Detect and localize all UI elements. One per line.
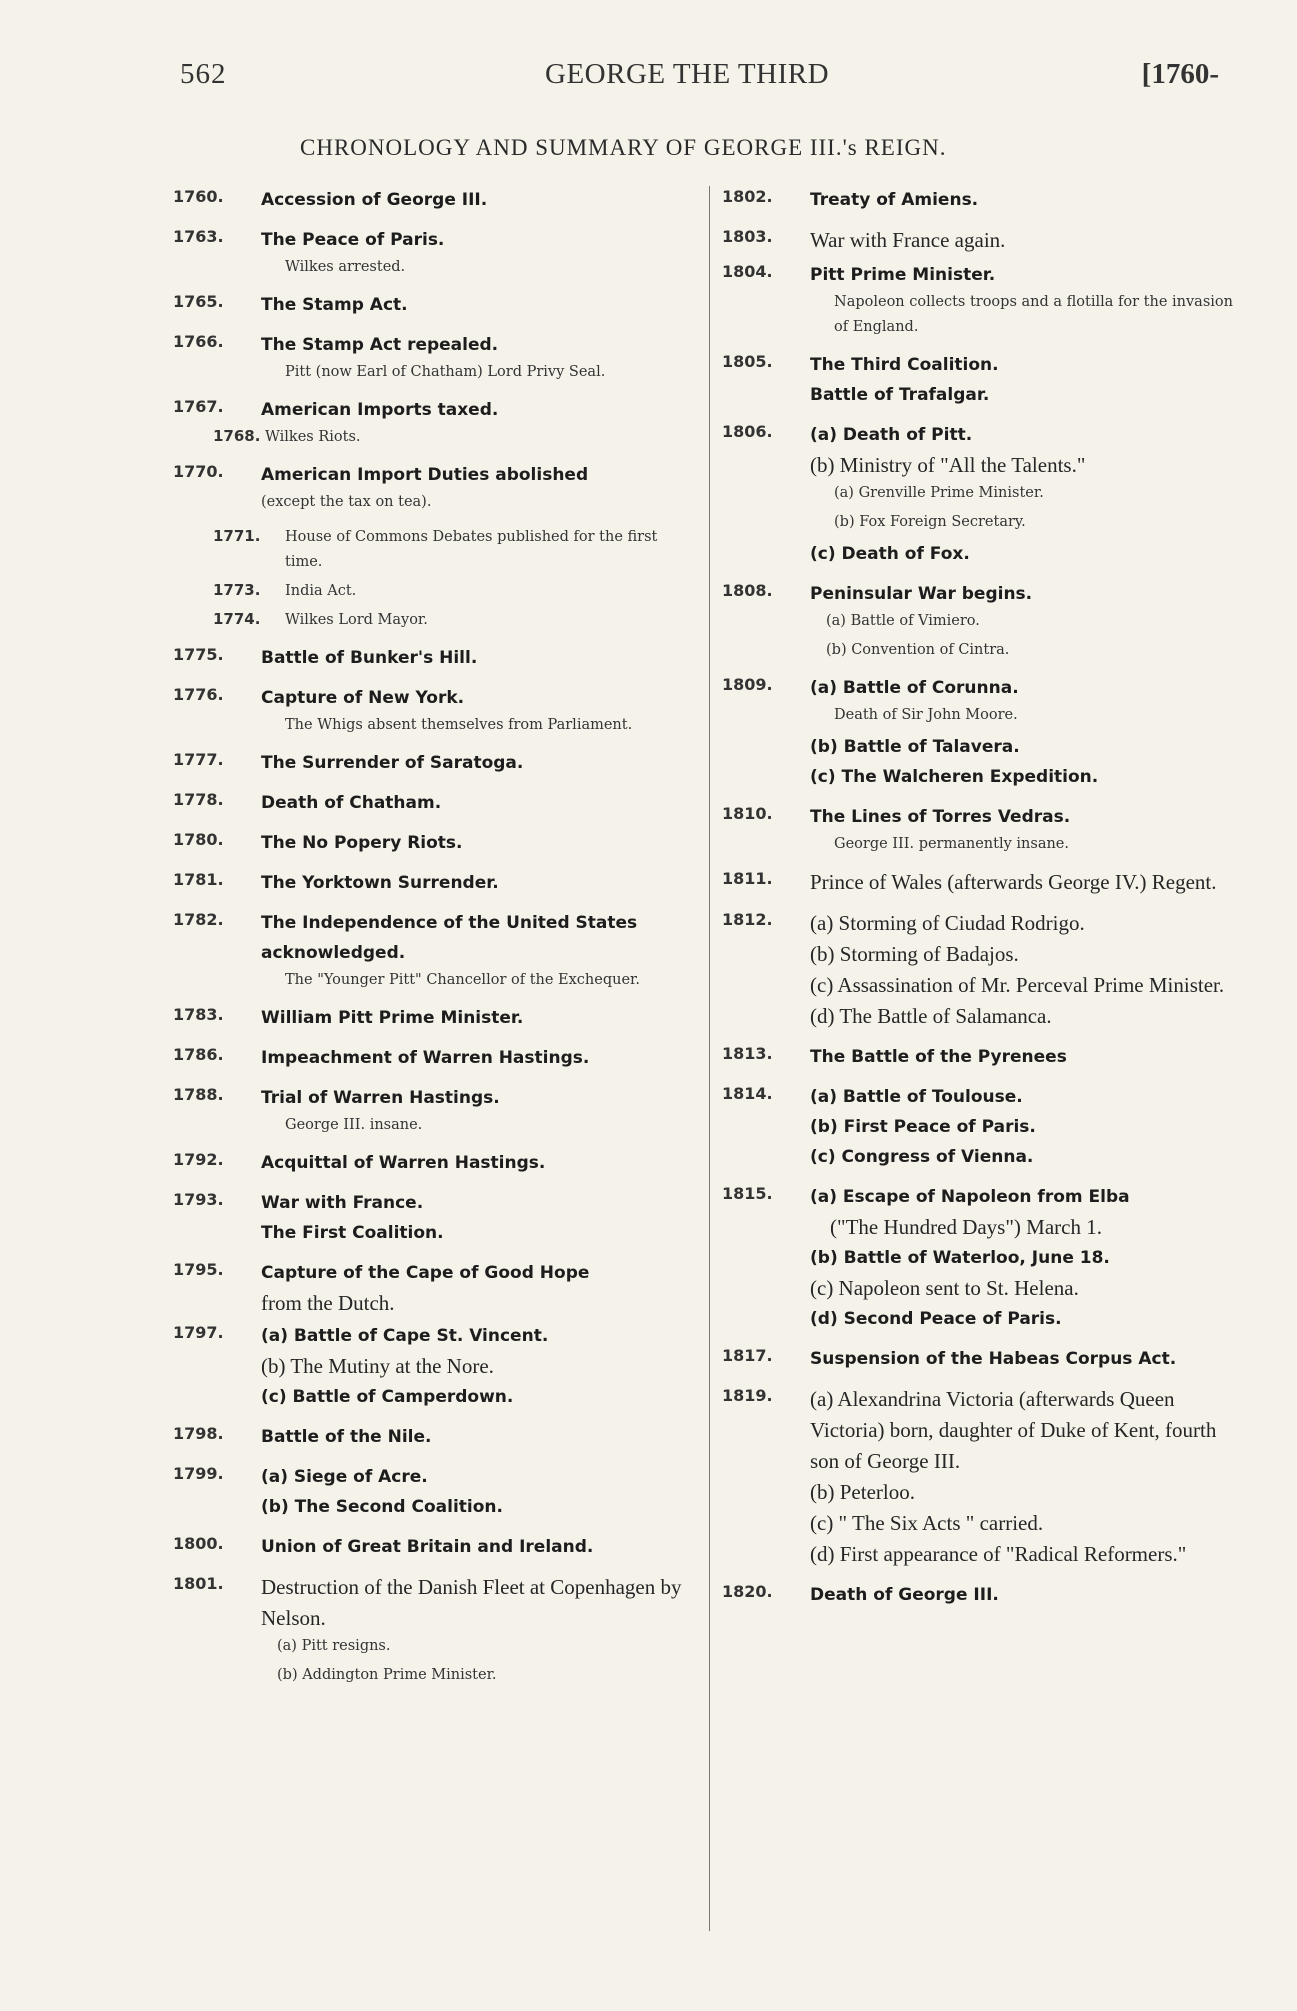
year: 1812. xyxy=(722,910,773,929)
event: Acquittal of Warren Hastings. xyxy=(261,1153,546,1173)
year: 1820. xyxy=(722,1582,773,1601)
event: Accession of George III. xyxy=(261,190,488,210)
year: 1810. xyxy=(722,804,773,823)
event: Suspension of the Habeas Corpus Act. xyxy=(810,1349,1177,1369)
entry-1810 xyxy=(722,802,1244,857)
event: (a) Storming of Ciudad Rodrigo. xyxy=(810,911,1085,935)
year: 1778. xyxy=(173,790,224,809)
note: Wilkes Lord Mayor. xyxy=(285,612,428,628)
entry-1765 xyxy=(173,290,693,320)
year: 1792. xyxy=(173,1150,224,1169)
event-continued: from the Dutch. xyxy=(261,1291,395,1315)
entry-1806 xyxy=(722,420,1244,569)
note: The Whigs absent themselves from Parliament. xyxy=(285,717,633,733)
note: (b) Fox Foreign Secretary. xyxy=(834,514,1026,530)
event: The Independence of the United States acknowledged. xyxy=(261,913,638,963)
year: 1780. xyxy=(173,830,224,849)
page-number: 562 xyxy=(180,58,227,90)
event: (c) Battle of Camperdown. xyxy=(261,1387,514,1407)
year: 1781. xyxy=(173,870,224,889)
year: 1773. xyxy=(213,581,261,599)
event: (b) First Peace of Paris. xyxy=(810,1117,1036,1137)
event: (c) Napoleon sent to St. Helena. xyxy=(810,1276,1079,1300)
running-title: GEORGE THE THIRD xyxy=(545,58,830,90)
entry-1786 xyxy=(173,1043,693,1073)
event: Capture of the Cape of Good Hope xyxy=(261,1263,590,1283)
entry-1809 xyxy=(722,673,1244,792)
year-mark: [1760- xyxy=(1141,58,1219,90)
event: (b) Peterloo. xyxy=(810,1480,915,1504)
entry-1793 xyxy=(173,1188,693,1248)
event: William Pitt Prime Minister. xyxy=(261,1008,524,1028)
entry-1802 xyxy=(722,185,1244,215)
event: (b) The Mutiny at the Nore. xyxy=(261,1354,494,1378)
year: 1782. xyxy=(173,910,224,929)
entry-1767 xyxy=(173,395,693,425)
event: (c) Assassination of Mr. Perceval Prime Minister. xyxy=(810,973,1225,997)
entry-1782 xyxy=(173,908,693,993)
event: Peninsular War begins. xyxy=(810,584,1033,604)
column-divider xyxy=(709,186,710,1931)
event: Trial of Warren Hastings. xyxy=(261,1088,500,1108)
year: 1767. xyxy=(173,397,224,416)
page-header xyxy=(170,52,1237,102)
event: (a) Battle of Toulouse. xyxy=(810,1087,1023,1107)
entry-1799 xyxy=(173,1462,693,1522)
event: The Yorktown Surrender. xyxy=(261,873,499,893)
entry-1781 xyxy=(173,868,693,898)
event: (a) Alexandrina Victoria (afterwards Queen Victoria) born, daughter of Duke of Kent, fourth son of George III. xyxy=(810,1387,1217,1473)
year: 1802. xyxy=(722,187,773,206)
entry-1768 xyxy=(173,425,693,450)
event: The Lines of Torres Vedras. xyxy=(810,807,1071,827)
note: Wilkes Riots. xyxy=(265,429,361,445)
event: American Imports taxed. xyxy=(261,400,499,420)
year: 1795. xyxy=(173,1260,224,1279)
event: American Import Duties abolished xyxy=(261,465,589,485)
year: 1777. xyxy=(173,750,224,769)
entry-1801 xyxy=(173,1572,693,1688)
entry-1771 xyxy=(173,525,693,575)
event: The Stamp Act. xyxy=(261,295,408,315)
year: 1800. xyxy=(173,1534,224,1553)
entry-1808 xyxy=(722,579,1244,663)
year: 1803. xyxy=(722,227,773,246)
event: Death of George III. xyxy=(810,1585,999,1605)
event: Destruction of the Danish Fleet at Copenhagen by Nelson. xyxy=(261,1575,682,1630)
year: 1765. xyxy=(173,292,224,311)
event: (a) Death of Pitt. xyxy=(810,425,973,445)
note: (a) Grenville Prime Minister. xyxy=(834,485,1044,501)
year: 1804. xyxy=(722,262,773,281)
event: (d) Second Peace of Paris. xyxy=(810,1309,1062,1329)
entry-1819 xyxy=(722,1384,1244,1570)
event: Capture of New York. xyxy=(261,688,465,708)
event: Union of Great Britain and Ireland. xyxy=(261,1537,594,1557)
event: The First Coalition. xyxy=(261,1223,444,1243)
event: (a) Battle of Cape St. Vincent. xyxy=(261,1326,549,1346)
event: The Stamp Act repealed. xyxy=(261,335,499,355)
page-title: CHRONOLOGY AND SUMMARY OF GEORGE III.'s REIGN. xyxy=(300,135,947,160)
year: 1766. xyxy=(173,332,224,351)
entry-1797 xyxy=(173,1321,693,1412)
year: 1763. xyxy=(173,227,224,246)
year: 1815. xyxy=(722,1184,773,1203)
year: 1771. xyxy=(213,527,261,545)
year: 1760. xyxy=(173,187,224,206)
event: War with France again. xyxy=(810,228,1006,252)
event: (a) Siege of Acre. xyxy=(261,1467,428,1487)
note: India Act. xyxy=(285,583,357,599)
entry-1766 xyxy=(173,330,693,385)
note: Death of Sir John Moore. xyxy=(834,707,1018,723)
year: 1774. xyxy=(213,610,261,628)
year: 1814. xyxy=(722,1084,773,1103)
event: (d) First appearance of "Radical Reformers." xyxy=(810,1542,1187,1566)
note: George III. permanently insane. xyxy=(834,836,1070,852)
event: (b) Battle of Waterloo, June 18. xyxy=(810,1248,1110,1268)
entry-1820 xyxy=(722,1580,1244,1610)
event: The Peace of Paris. xyxy=(261,230,445,250)
entry-1805 xyxy=(722,350,1244,410)
year: 1813. xyxy=(722,1044,773,1063)
entry-1813 xyxy=(722,1042,1244,1072)
note: George III. insane. xyxy=(285,1117,423,1133)
entry-1815 xyxy=(722,1182,1244,1334)
year: 1806. xyxy=(722,422,773,441)
year: 1768. xyxy=(213,427,261,445)
year: 1801. xyxy=(173,1574,224,1593)
note: The "Younger Pitt" Chancellor of the Exchequer. xyxy=(285,972,640,988)
right-column xyxy=(722,185,1244,1620)
event: Prince of Wales (afterwards George IV.) Regent. xyxy=(810,870,1217,894)
event: War with France. xyxy=(261,1193,424,1213)
event: (c) The Walcheren Expedition. xyxy=(810,767,1099,787)
event: Death of Chatham. xyxy=(261,793,442,813)
event: (a) Battle of Corunna. xyxy=(810,678,1019,698)
entry-1811 xyxy=(722,867,1244,898)
year: 1798. xyxy=(173,1424,224,1443)
year: 1788. xyxy=(173,1085,224,1104)
year: 1799. xyxy=(173,1464,224,1483)
entry-1773 xyxy=(173,579,693,604)
event: The Surrender of Saratoga. xyxy=(261,753,524,773)
entry-1783 xyxy=(173,1003,693,1033)
entry-1804 xyxy=(722,260,1244,340)
year: 1775. xyxy=(173,645,224,664)
event: Pitt Prime Minister. xyxy=(810,265,996,285)
note: Napoleon collects troops and a flotilla for the invasion of England. xyxy=(834,294,1233,335)
event: The Third Coalition. xyxy=(810,355,999,375)
entry-1774 xyxy=(173,608,693,633)
event: Battle of the Nile. xyxy=(261,1427,432,1447)
year: 1786. xyxy=(173,1045,224,1064)
entry-1763 xyxy=(173,225,693,280)
year: 1793. xyxy=(173,1190,224,1209)
entry-1770 xyxy=(173,460,693,515)
note: Pitt (now Earl of Chatham) Lord Privy Seal. xyxy=(285,364,606,380)
entry-1778 xyxy=(173,788,693,818)
event: Battle of Trafalgar. xyxy=(810,385,990,405)
year: 1817. xyxy=(722,1346,773,1365)
event: (b) The Second Coalition. xyxy=(261,1497,503,1517)
entry-1776 xyxy=(173,683,693,738)
entry-1775 xyxy=(173,643,693,673)
event: (c) Death of Fox. xyxy=(810,544,970,564)
event-continued: ("The Hundred Days") March 1. xyxy=(830,1215,1102,1239)
entry-1795 xyxy=(173,1258,693,1319)
note: (b) Addington Prime Minister. xyxy=(277,1667,497,1683)
note: (b) Convention of Cintra. xyxy=(826,642,1010,658)
year: 1819. xyxy=(722,1386,773,1405)
entry-1814 xyxy=(722,1082,1244,1172)
entry-1780 xyxy=(173,828,693,858)
event: Impeachment of Warren Hastings. xyxy=(261,1048,590,1068)
note: (a) Pitt resigns. xyxy=(277,1638,391,1654)
event: The No Popery Riots. xyxy=(261,833,463,853)
entry-1798 xyxy=(173,1422,693,1452)
note: (except the tax on tea). xyxy=(261,494,432,510)
event: The Battle of the Pyrenees xyxy=(810,1047,1067,1067)
year: 1797. xyxy=(173,1323,224,1342)
event: (c) " The Six Acts " carried. xyxy=(810,1511,1044,1535)
year: 1783. xyxy=(173,1005,224,1024)
event: (b) Storming of Badajos. xyxy=(810,942,1019,966)
year: 1811. xyxy=(722,869,773,888)
year: 1770. xyxy=(173,462,224,481)
event: (a) Escape of Napoleon from Elba xyxy=(810,1187,1130,1207)
entry-1817 xyxy=(722,1344,1244,1374)
event: (d) The Battle of Salamanca. xyxy=(810,1004,1052,1028)
event: Battle of Bunker's Hill. xyxy=(261,648,478,668)
entry-1760 xyxy=(173,185,693,215)
event: Treaty of Amiens. xyxy=(810,190,979,210)
event: (c) Congress of Vienna. xyxy=(810,1147,1034,1167)
note: Wilkes arrested. xyxy=(285,259,406,275)
entry-1800 xyxy=(173,1532,693,1562)
entry-1777 xyxy=(173,748,693,778)
entry-1812 xyxy=(722,908,1244,1032)
entry-1792 xyxy=(173,1148,693,1178)
year: 1776. xyxy=(173,685,224,704)
year: 1808. xyxy=(722,581,773,600)
left-column xyxy=(173,185,693,1698)
event: (b) Ministry of "All the Talents." xyxy=(810,453,1086,477)
entry-1788 xyxy=(173,1083,693,1138)
entry-1803 xyxy=(722,225,1244,256)
note: (a) Battle of Vimiero. xyxy=(826,613,980,629)
note: House of Commons Debates published for the first time. xyxy=(285,529,658,570)
event: (b) Battle of Talavera. xyxy=(810,737,1020,757)
year: 1809. xyxy=(722,675,773,694)
year: 1805. xyxy=(722,352,773,371)
